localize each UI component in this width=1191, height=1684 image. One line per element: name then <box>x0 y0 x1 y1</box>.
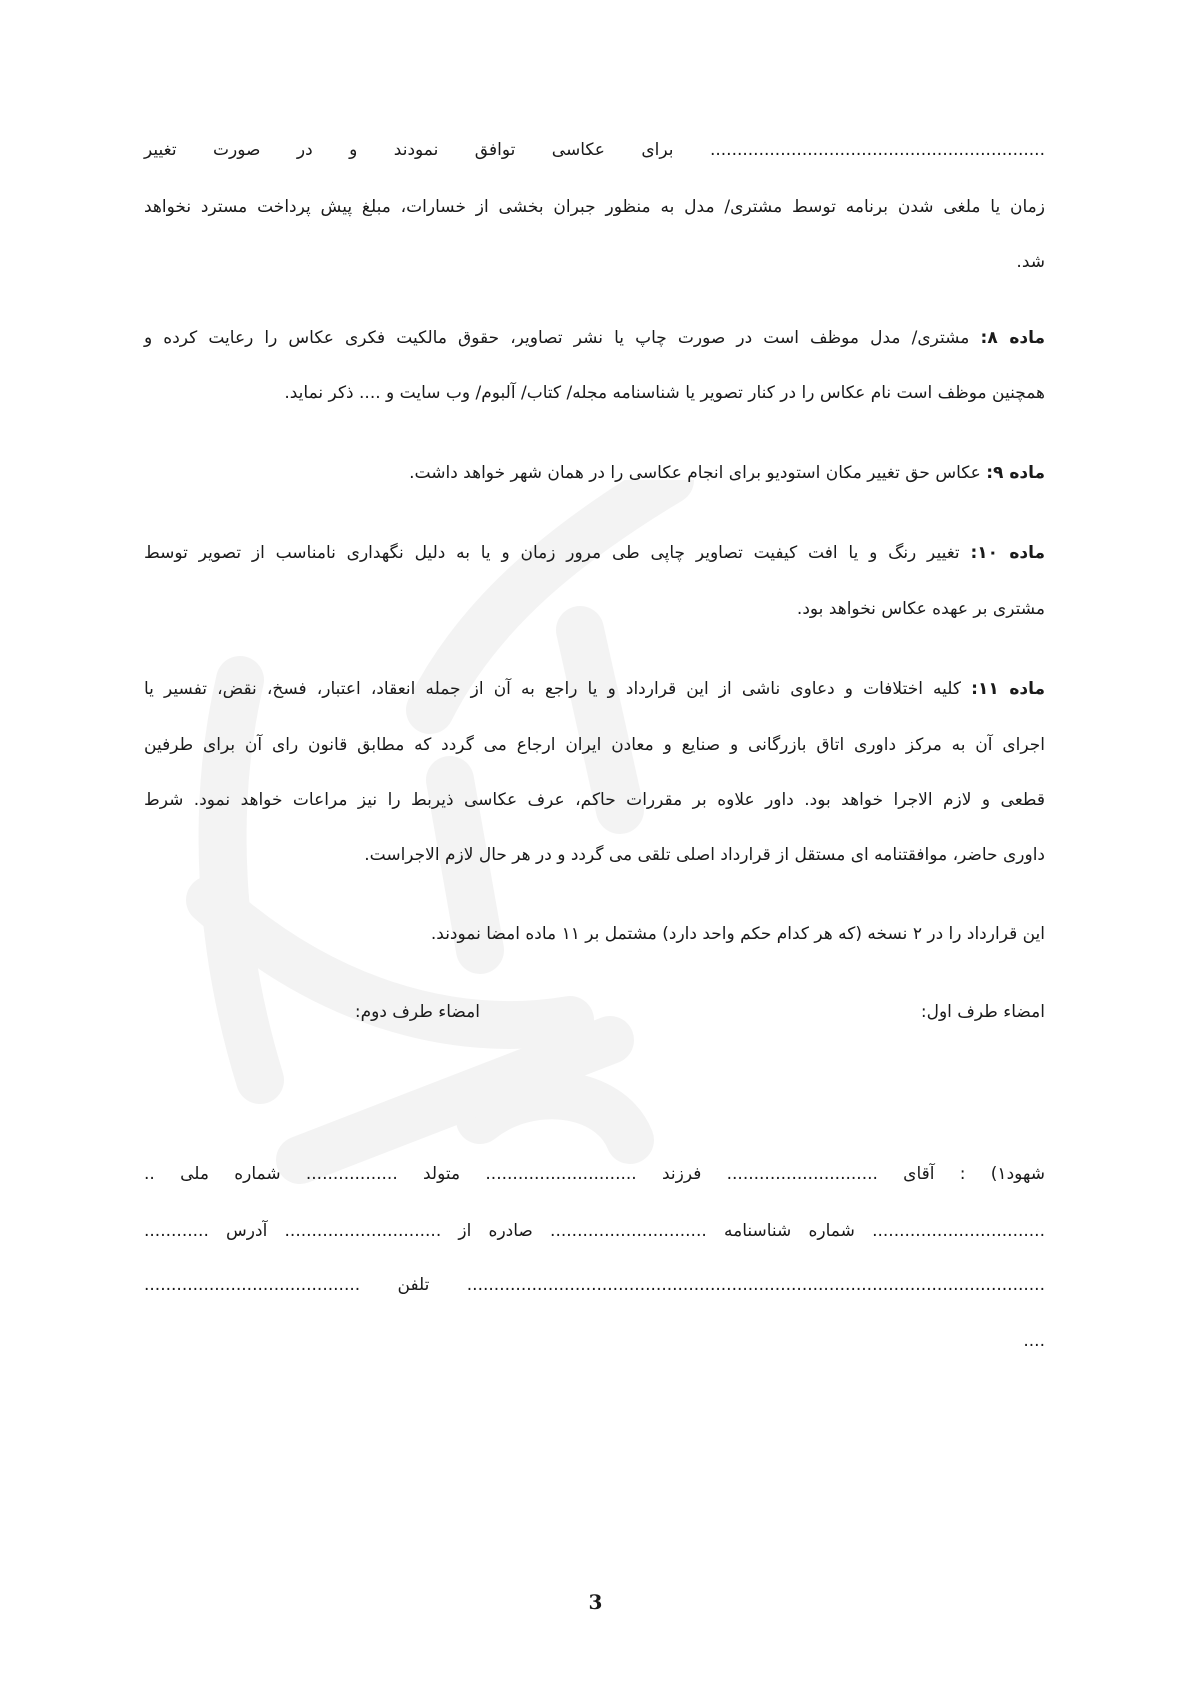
witness-line: شهود۱) : آقای ............................ فرزند ............................ متولد ................. شماره ملی .. <box>144 1164 1045 1184</box>
text-line: زمان یا ملغی شدن برنامه توسط مشتری/ مدل به منظور جبران بخشی از خسارات، مبلغ پیش پرداخت مسترد نخواهد <box>144 197 1045 217</box>
text-line: اجرای آن به مرکز داوری اتاق بازرگانی و صنایع و معادن ایران ارجاع می گردد که مطابق قانون رای آن برای طرفین <box>144 735 1045 755</box>
article-11-line <box>144 677 1045 701</box>
article-11-label: ماده ۱۱: <box>971 679 1045 699</box>
text-line: همچنین موظف است نام عکاس را در کنار تصویر یا شناسنامه مجله/ کتاب/ آلبوم/ وب سایت و .... ذکر نماید. <box>284 383 1045 403</box>
article-8-line <box>144 326 1045 350</box>
article-10-line <box>144 541 1045 565</box>
article-8-text: مشتری/ مدل موظف است در صورت چاپ یا نشر تصاویر، حقوق مالکیت فکری عکاس را رعایت کرده و <box>144 328 981 348</box>
article-10-label: ماده ۱۰: <box>970 543 1045 563</box>
article-9-text: عکاس حق تغییر مکان استودیو برای انجام عکاسی را در همان شهر خواهد داشت. <box>409 463 987 483</box>
page-number: 3 <box>588 1590 603 1614</box>
signature-row <box>144 1002 1045 1026</box>
witness-line: .... <box>1023 1331 1045 1351</box>
watermark-logo <box>150 480 710 1200</box>
text-line: مشتری بر عهده عکاس نخواهد بود. <box>796 599 1045 619</box>
signature-second-party: امضاء طرف دوم: <box>354 1002 480 1022</box>
article-9-line <box>144 461 1045 485</box>
text-line: قطعی و لازم الاجرا خواهد بود. داور علاوه بر مقررات حاکم، عرف عکاسی ذیربط را نیز مراعات خواهد نمود. شرط <box>144 790 1045 810</box>
article-10-text: تغییر رنگ و یا افت کیفیت تصاویر چاپی طی مرور زمان و یا به دلیل نگهداری نامناسب از تصویر توسط <box>144 543 971 563</box>
signature-first-party: امضاء طرف اول: <box>920 1002 1045 1022</box>
witness-line: ................................ شماره شناسنامه ............................. صادره از ............................. آدرس ............ <box>144 1221 1045 1241</box>
text-line: داوری حاضر، موافقتنامه ای مستقل از قرارداد اصلی تلقی می گردد و در هر حال لازم الاجراست. <box>364 845 1045 865</box>
text-line: شد. <box>1016 252 1045 272</box>
article-11-text: کلیه اختلافات و دعاوی ناشی از این قرارداد و یا راجع به آن از جمله انعقاد، اعتبار، فسخ، نقض، تفسیر یا <box>144 679 972 699</box>
closing-line: این قرارداد را در ۲ نسخه (که هر کدام حکم واحد دارد) مشتمل بر ۱۱ ماده امضا نمودند. <box>430 924 1045 944</box>
article-9-label: ماده ۹: <box>986 463 1045 483</box>
text-line: .............................................................. برای عکاسی توافق نمودند و در صورت تغییر <box>144 140 1045 160</box>
witness-line: ........................................................................................................... تلفن ........................................ <box>144 1275 1045 1295</box>
article-8-label: ماده ۸: <box>980 328 1045 348</box>
